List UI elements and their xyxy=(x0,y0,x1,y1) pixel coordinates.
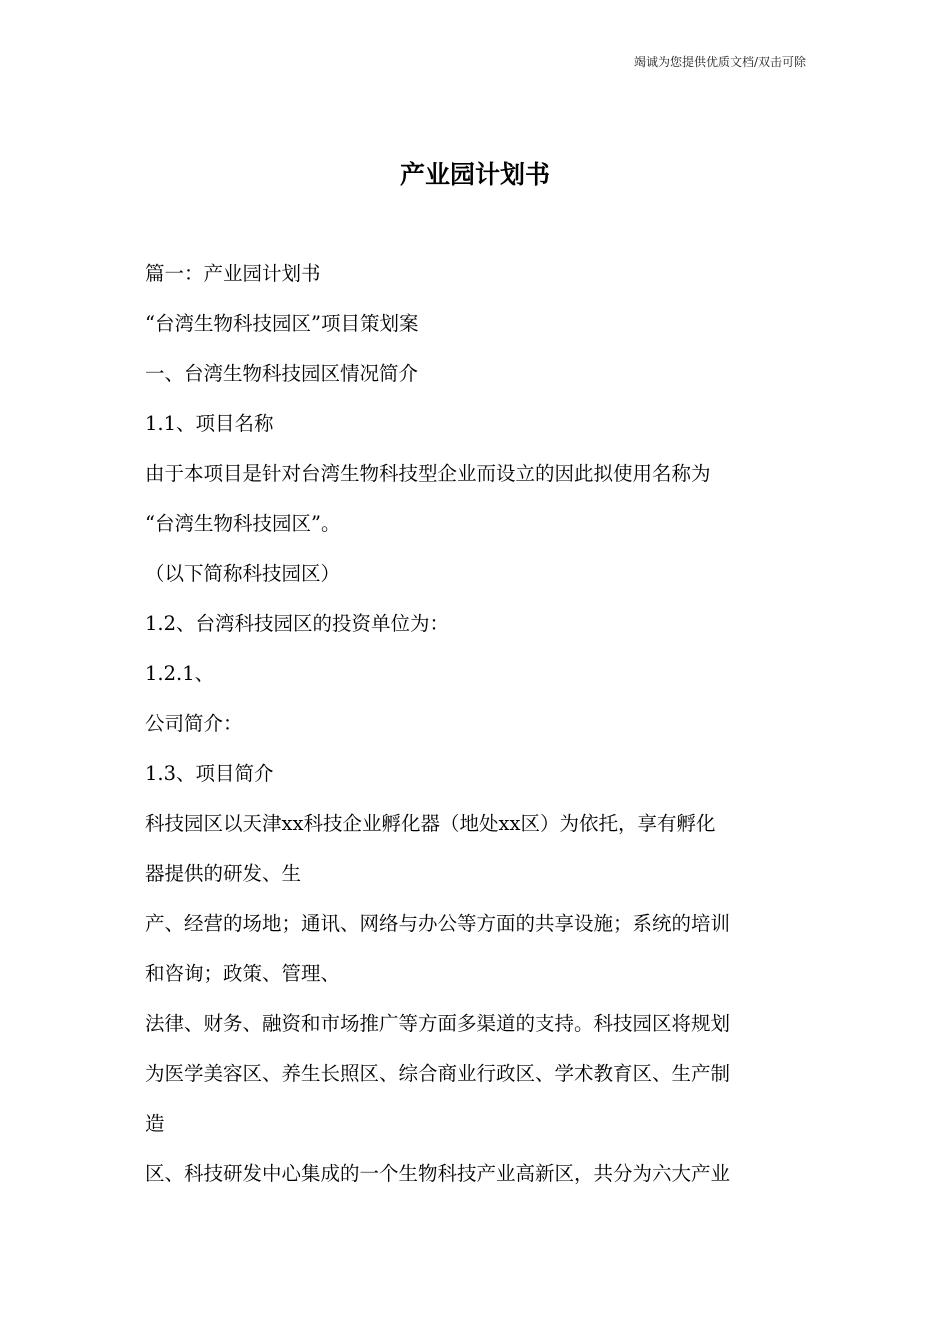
body-line: 造 xyxy=(145,1112,165,1135)
body-line: 1.1、项目名称 xyxy=(145,412,274,435)
body-line: 产、经营的场地；通讯、网络与办公等方面的共享设施；系统的培训 xyxy=(145,912,731,935)
body-line: 科技园区以天津xx科技企业孵化器（地处xx区）为依托，享有孵化 xyxy=(145,812,716,835)
body-line: （以下简称科技园区） xyxy=(145,562,341,585)
body-line: 法律、财务、融资和市场推广等方面多渠道的支持。科技园区将规划 xyxy=(145,1012,731,1035)
document-body xyxy=(145,257,810,1207)
body-line: 器提供的研发、生 xyxy=(145,862,302,885)
header-note: 竭诚为您提供优质文档/双击可除 xyxy=(633,55,806,69)
body-line: 一、台湾生物科技园区情况简介 xyxy=(145,362,419,385)
body-line: 由于本项目是针对台湾生物科技型企业而设立的因此拟使用名称为 xyxy=(145,462,711,485)
body-line: 公司简介： xyxy=(145,712,243,735)
body-line: 区、科技研发中心集成的一个生物科技产业高新区，共分为六大产业 xyxy=(145,1162,731,1185)
body-line: 和咨询；政策、管理、 xyxy=(145,962,341,985)
body-line: 1.3、项目简介 xyxy=(145,762,274,785)
body-line: “台湾生物科技园区”。 xyxy=(145,512,341,535)
body-line: 篇一：产业园计划书 xyxy=(145,262,321,285)
body-line: “台湾生物科技园区”项目策划案 xyxy=(145,312,419,335)
document-title: 产业园计划书 xyxy=(399,160,550,189)
body-line: 1.2、台湾科技园区的投资单位为： xyxy=(145,612,450,635)
body-line: 为医学美容区、养生长照区、综合商业行政区、学术教育区、生产制 xyxy=(145,1062,731,1085)
body-line: 1.2.1、 xyxy=(145,662,215,685)
